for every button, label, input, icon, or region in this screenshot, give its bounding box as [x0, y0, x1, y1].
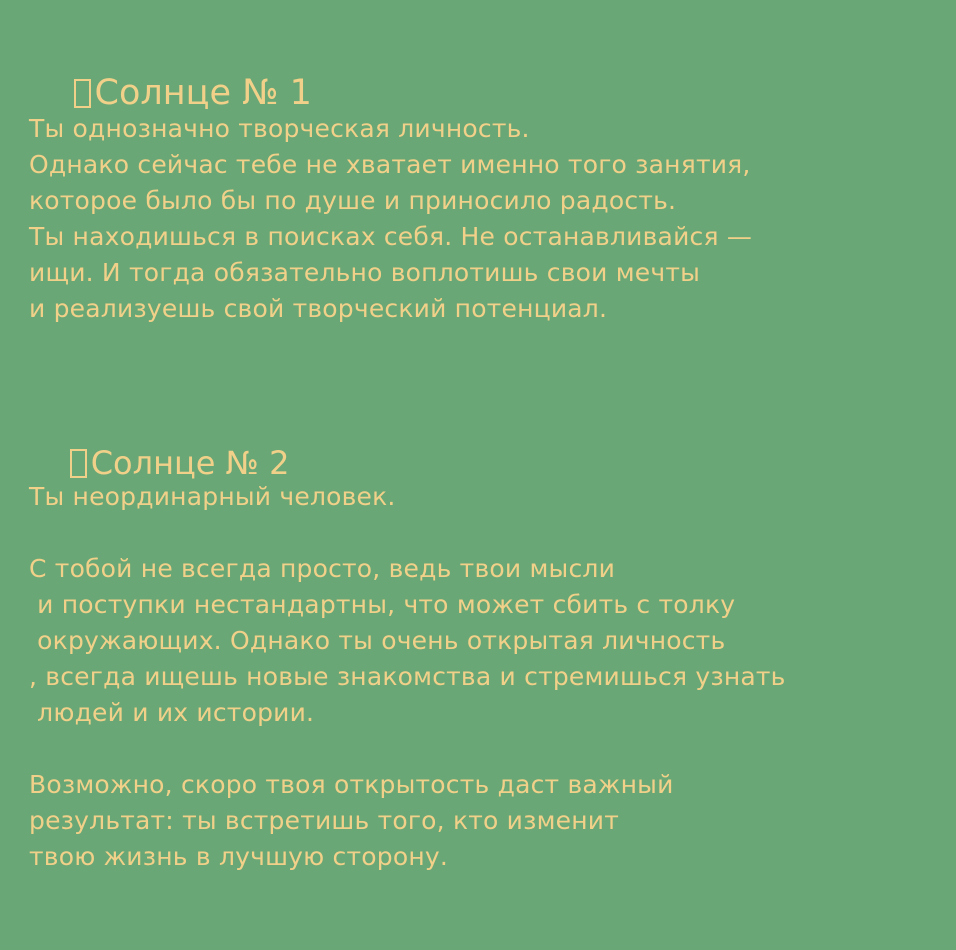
section-1-line-2: Однако сейчас тебе не хватает именно того занятия,	[29, 150, 751, 179]
emoji-placeholder-icon	[74, 79, 91, 108]
section-1-line-6: и реализуешь свой творческий потенциал.	[29, 294, 608, 323]
section-1-line-1: Ты однозначно творческая личность.	[29, 114, 530, 143]
section-2-line-8: результат: ты встретишь того, кто изменит	[29, 806, 619, 835]
section-1-line-4: Ты находишься в поисках себя. Не останавливайся —	[29, 222, 753, 251]
section-2-line-2: С тобой не всегда просто, ведь твои мысли	[29, 554, 616, 583]
section-1-line-3: которое было бы по душе и приносило радость.	[29, 186, 677, 215]
emoji-placeholder-icon	[70, 449, 87, 478]
section-2-line-7: Возможно, скоро твоя открытость даст важный	[29, 770, 674, 799]
section-2-line-6: людей и их истории.	[29, 698, 315, 727]
section-2-line-5: , всегда ищешь новые знакомства и стремишься узнать	[29, 662, 786, 691]
section-1-line-5: ищи. И тогда обязательно воплотишь свои мечты	[29, 258, 701, 287]
section-2-title-text: Солнце № 2	[90, 444, 290, 482]
section-2-line-1: Ты неординарный человек.	[29, 482, 396, 511]
section-2-line-3: и поступки нестандартны, что может сбить с толку	[29, 590, 736, 619]
section-2-line-4: окружающих. Однако ты очень открытая личность	[29, 626, 726, 655]
section-1-title-text: Солнце № 1	[94, 73, 312, 113]
section-2-line-9: твою жизнь в лучшую сторону.	[29, 842, 449, 871]
